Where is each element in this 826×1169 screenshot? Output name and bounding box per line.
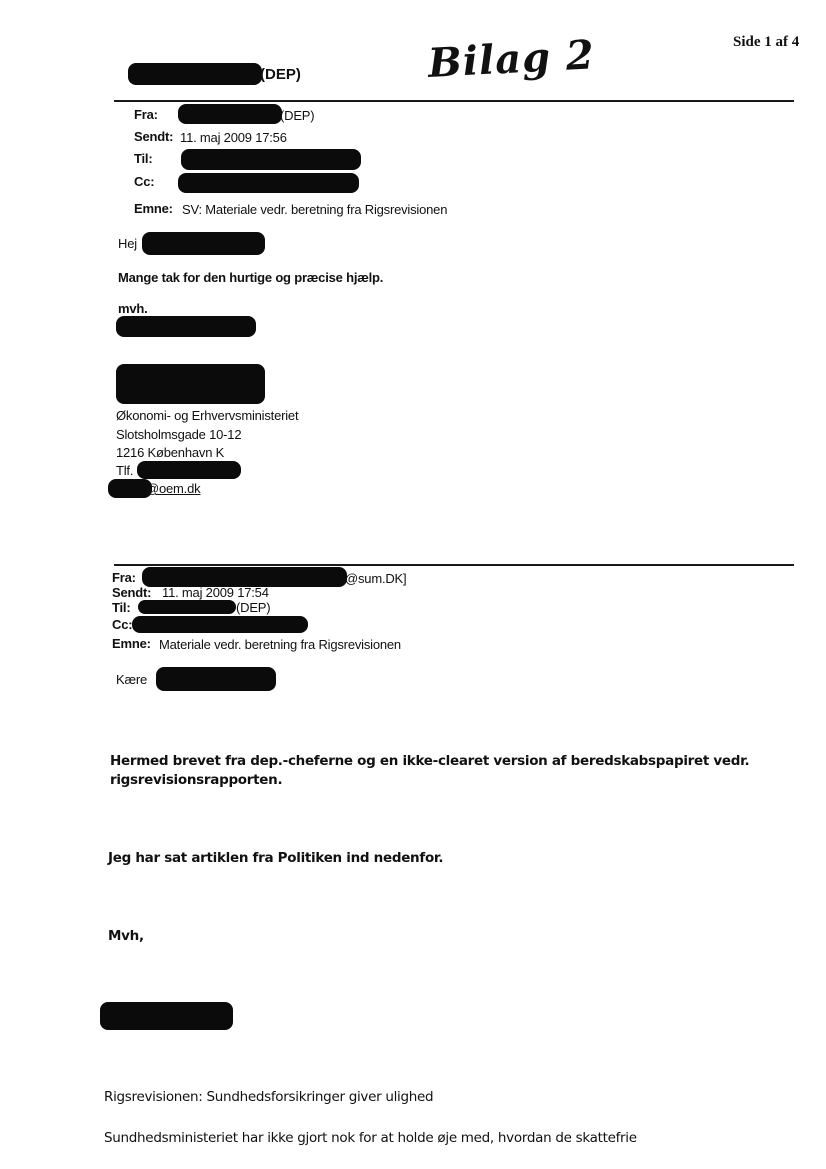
sent-label: Sendt: bbox=[134, 129, 174, 144]
signature-org: Økonomi- og Erhvervsministeriet bbox=[116, 408, 299, 423]
redaction-recipient-name bbox=[128, 63, 262, 85]
redaction-phone bbox=[137, 461, 241, 479]
redaction-signature-block bbox=[116, 364, 265, 404]
email2-paragraph2: Jeg har sat artiklen fra Politiken ind nedenfor. bbox=[108, 850, 444, 866]
redaction-greeting-name bbox=[142, 232, 265, 255]
email2-paragraph1-line2: rigsrevisionsrapporten. bbox=[110, 772, 283, 788]
email2-greeting: Kære bbox=[116, 672, 147, 687]
from-label-2: Fra: bbox=[112, 570, 136, 585]
redaction-greeting-name-2 bbox=[156, 667, 276, 691]
redaction-from bbox=[178, 104, 282, 124]
sent-value: 11. maj 2009 17:56 bbox=[180, 130, 287, 145]
email2-closing: Mvh, bbox=[108, 928, 144, 944]
cc-label-2: Cc: bbox=[112, 617, 133, 632]
email1-body: Mange tak for den hurtige og præcise hjælp. bbox=[118, 270, 384, 285]
redaction-sender-name bbox=[116, 316, 256, 337]
signature-email[interactable]: @oem.dk bbox=[146, 481, 201, 496]
subject-label-2: Emne: bbox=[112, 636, 151, 651]
handwritten-annotation: Bilag 2 bbox=[426, 31, 596, 87]
redaction-to bbox=[181, 149, 361, 170]
from-value: (DEP) bbox=[280, 108, 315, 123]
redaction-sender-name-2 bbox=[100, 1002, 233, 1030]
signature-street: Slotsholmsgade 10-12 bbox=[116, 427, 242, 442]
article-title: Rigsrevisionen: Sundhedsforsikringer giver ulighed bbox=[104, 1089, 434, 1105]
from-label: Fra: bbox=[134, 107, 158, 122]
to-label-2: Til: bbox=[112, 600, 131, 615]
signature-phone-label: Tlf. bbox=[116, 463, 134, 478]
subject-value: SV: Materiale vedr. beretning fra Rigsrevisionen bbox=[182, 202, 448, 217]
redaction-to-2 bbox=[138, 600, 236, 614]
to-value-2: (DEP) bbox=[236, 600, 271, 615]
email1-closing: mvh. bbox=[118, 301, 148, 316]
email2-paragraph1-line1: Hermed brevet fra dep.-cheferne og en ikke-clearet version af beredskabspapiret vedr. bbox=[110, 753, 750, 769]
sent-value-2: 11. maj 2009 17:54 bbox=[162, 585, 269, 600]
page-number: Side 1 af 4 bbox=[733, 34, 800, 50]
article-lead: Sundhedsministeriet har ikke gjort nok for at holde øje med, hvordan de skattefrie bbox=[104, 1130, 637, 1146]
redaction-cc bbox=[178, 173, 359, 193]
subject-label: Emne: bbox=[134, 201, 173, 216]
redaction-from-2 bbox=[142, 567, 347, 587]
redaction-cc-2 bbox=[132, 616, 308, 633]
from-value-2: @sum.DK] bbox=[345, 571, 407, 586]
to-label: Til: bbox=[134, 151, 153, 166]
sent-label-2: Sendt: bbox=[112, 585, 152, 600]
signature-city: 1216 København K bbox=[116, 445, 225, 460]
forward-divider bbox=[114, 564, 794, 566]
subject-value-2: Materiale vedr. beretning fra Rigsrevisionen bbox=[159, 637, 401, 652]
email1-greeting: Hej bbox=[118, 236, 137, 251]
cc-label: Cc: bbox=[134, 174, 155, 189]
header-divider bbox=[114, 100, 794, 102]
recipient-header: (DEP) bbox=[260, 66, 301, 83]
